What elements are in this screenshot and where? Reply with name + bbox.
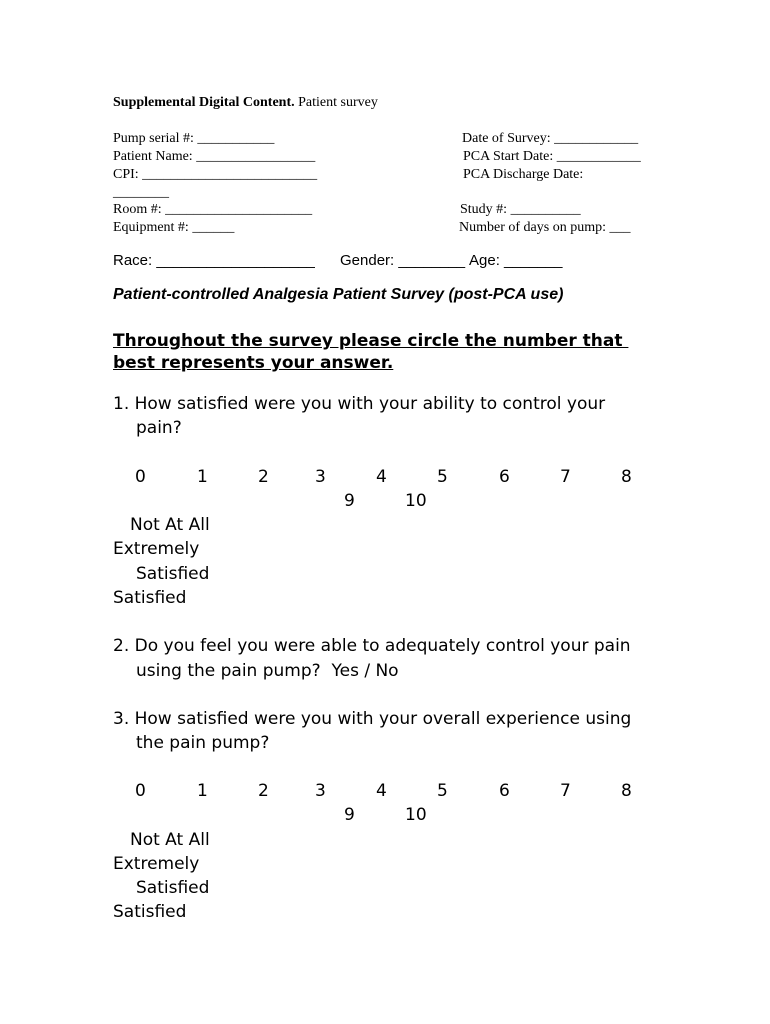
field-patient-name: Patient Name: _________________ [113, 149, 316, 164]
scale-option[interactable]: 10 [405, 805, 427, 825]
question-2-line-2: using the pain pump? Yes / No [136, 661, 399, 681]
scale-option[interactable]: 1 [197, 781, 208, 801]
question-3-line-1: 3. How satisfied were you with your overall experience using [113, 709, 632, 729]
question-1-line-1: 1. How satisfied were you with your ability to control your [113, 394, 606, 414]
title-rest: Patient survey [294, 95, 378, 110]
scale-option[interactable]: 2 [258, 781, 269, 801]
field-pca-discharge-date: PCA Discharge Date: [463, 167, 584, 182]
scale-option[interactable]: 3 [315, 781, 326, 801]
scale-option[interactable]: 3 [315, 467, 326, 487]
field-race: Race: ___________________ [113, 252, 315, 269]
scale-option[interactable]: 5 [437, 467, 448, 487]
scale-option[interactable]: 5 [437, 781, 448, 801]
scale-option[interactable]: 10 [405, 491, 427, 511]
scale-option[interactable]: 0 [135, 781, 146, 801]
title-bold: Supplemental Digital Content. [113, 95, 295, 110]
scale-option[interactable]: 4 [376, 781, 387, 801]
scale-option[interactable]: 1 [197, 467, 208, 487]
scale-option[interactable]: 6 [499, 781, 510, 801]
field-equipment: Equipment #: ______ [113, 220, 235, 235]
scale-option[interactable]: 0 [135, 467, 146, 487]
anchor-high-1: Extremely [113, 854, 200, 874]
anchor-high-2: Satisfied [113, 588, 187, 608]
field-cpi: CPI: _________________________ [113, 167, 318, 182]
document-title [113, 94, 378, 112]
scale-option[interactable]: 9 [344, 491, 355, 511]
instructions-line-2: best represents your answer. [113, 353, 394, 373]
scale-option[interactable]: 7 [560, 781, 571, 801]
question-1-line-2: pain? [136, 418, 182, 438]
anchor-low-2: Satisfied [136, 564, 210, 584]
instructions-line-1: Throughout the survey please circle the number that [113, 331, 629, 351]
field-gender: Gender: ________ [340, 252, 466, 269]
survey-title: Patient-controlled Analgesia Patient Survey (post-PCA use) [113, 286, 564, 303]
anchor-high-1: Extremely [113, 539, 200, 559]
field-study: Study #: __________ [460, 202, 581, 217]
field-cpi-continued: ________ [113, 185, 169, 200]
scale-option[interactable]: 4 [376, 467, 387, 487]
anchor-high-2: Satisfied [113, 902, 187, 922]
anchor-low-1: Not At All [130, 515, 210, 535]
scale-option[interactable]: 7 [560, 467, 571, 487]
anchor-low-1: Not At All [130, 830, 210, 850]
field-pca-start-date: PCA Start Date: ____________ [463, 149, 641, 164]
field-age: Age: _______ [469, 252, 563, 269]
question-3-line-2: the pain pump? [136, 733, 270, 753]
scale-option[interactable]: 2 [258, 467, 269, 487]
field-room: Room #: _____________________ [113, 202, 313, 217]
question-2-line-1: 2. Do you feel you were able to adequately control your pain [113, 636, 631, 656]
scale-option[interactable]: 6 [499, 467, 510, 487]
scale-option[interactable]: 8 [621, 467, 632, 487]
field-days-on-pump: Number of days on pump: ___ [459, 220, 631, 235]
field-pump-serial: Pump serial #: ___________ [113, 131, 275, 146]
field-date-of-survey: Date of Survey: ____________ [462, 131, 639, 146]
scale-option[interactable]: 9 [344, 805, 355, 825]
anchor-low-2: Satisfied [136, 878, 210, 898]
scale-option[interactable]: 8 [621, 781, 632, 801]
